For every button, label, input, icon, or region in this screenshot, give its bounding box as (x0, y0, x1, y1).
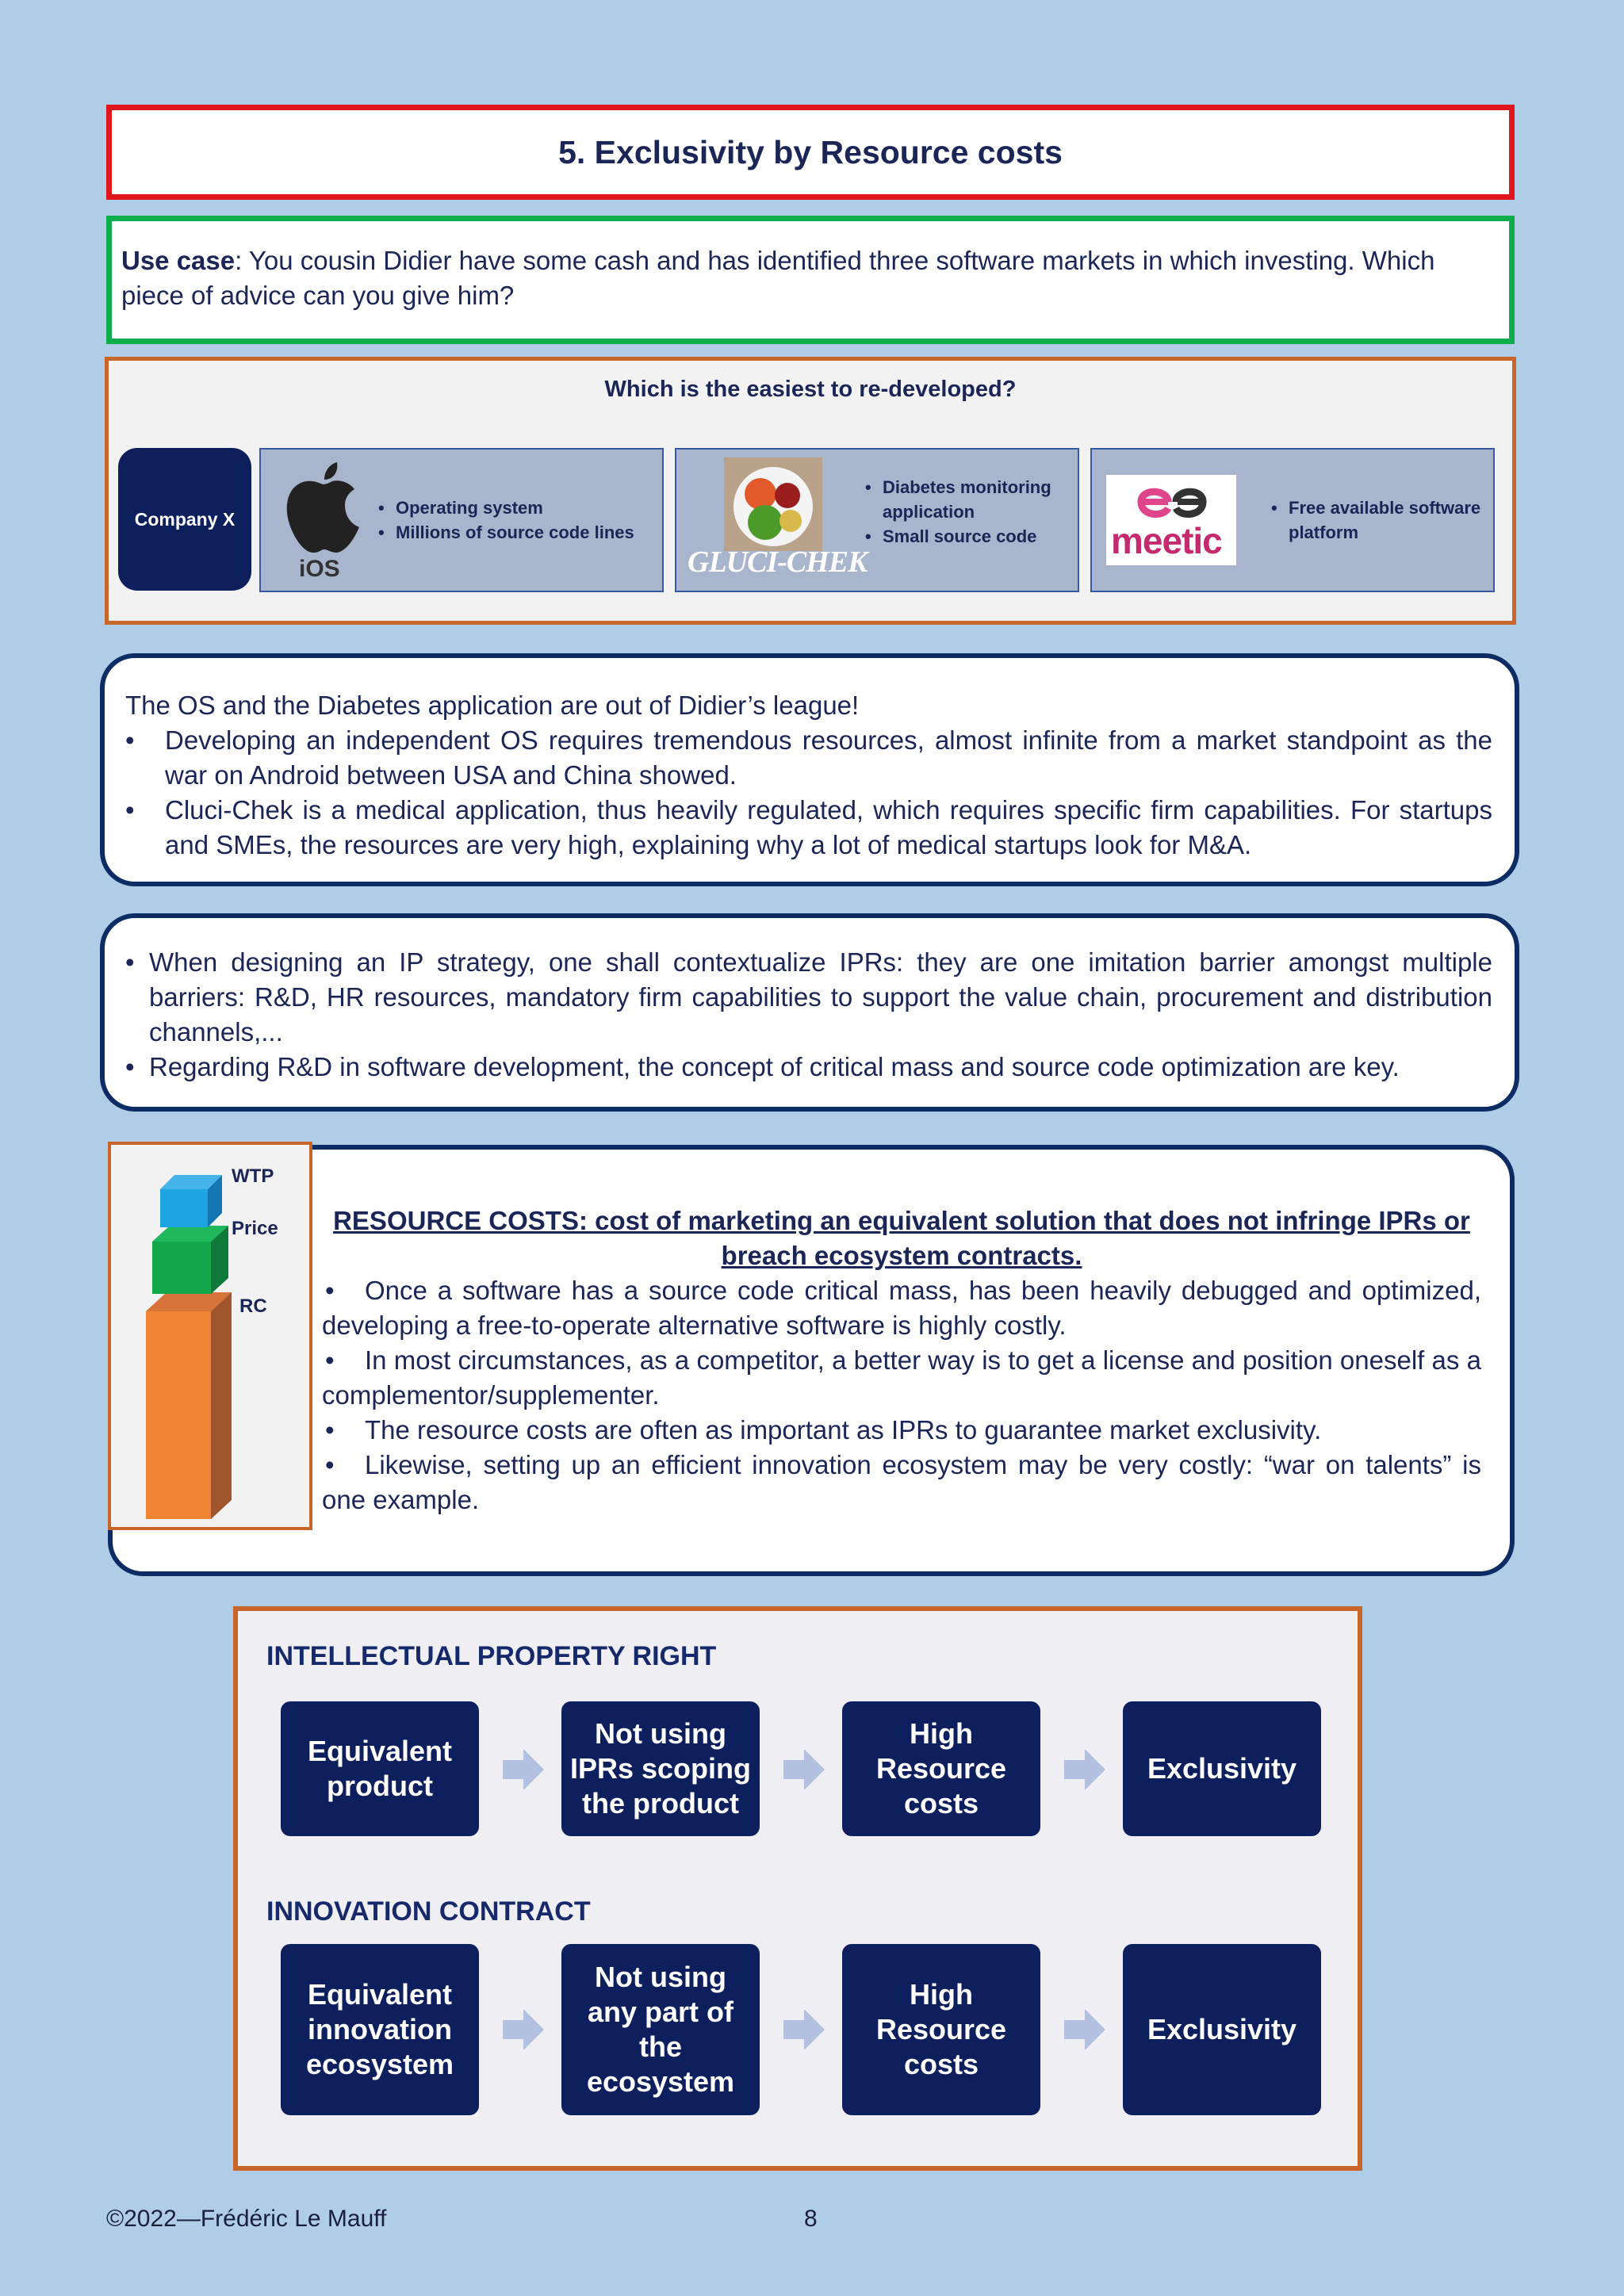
meetic-mark-icon (1136, 480, 1208, 524)
flow-step: Not using IPRs scoping the product (561, 1701, 760, 1836)
league-bullets (125, 723, 1492, 863)
page-title: 5. Exclusivity by Resource costs (558, 133, 1063, 170)
ip-strategy-bullet: • When designing an IP strategy, one shall contextualize IPRs: they are one imitation barrier amongst multiple barriers: R&D, HR resources, mandatory firm capabilities to support the value chain, procurement and distribution channels,... (125, 945, 1492, 1050)
resource-costs-bullet: • Once a software has a source code critical mass, has been heavily debugged and optimized, developing a free-to-operate alternative software is highly costly. (322, 1276, 1481, 1340)
use-case-text: : You cousin Didier have some cash and has identified three software markets in which investing. Which piece of advice can you give him? (121, 246, 1435, 310)
league-bullet: • Cluci-Chek is a medical application, thus heavily regulated, which requires specific firm capabilities. For startups and SMEs, the resources are very high, explaining why a lot of medical startups look for M&A. (125, 793, 1492, 863)
cost-stack-figure (108, 1142, 312, 1530)
resource-costs-bullet: • Likewise, setting up an efficient innovation ecosystem may be very costly: “war on talents” is one example. (322, 1450, 1481, 1514)
market-card-ios (259, 448, 664, 592)
resource-costs-bullet-text: Once a software has a source code critical mass, has been heavily debugged and optimized, developing a free-to-operate alternative software is highly costly. (322, 1276, 1481, 1340)
resource-costs-bullet-text: Likewise, setting up an efficient innovation ecosystem may be very costly: “war on talents” is one example. (322, 1450, 1481, 1514)
footer-copyright: ©2022—Frédéric Le Mauff (106, 2206, 387, 2232)
league-bullet: • Developing an independent OS requires tremendous resources, almost infinite from a market standpoint as the war on Android between USA and China showed. (125, 723, 1492, 793)
page-number: 8 (804, 2206, 818, 2232)
gluci-chek-bullet: • Diabetes monitoring application (883, 475, 1089, 524)
ios-bullets (375, 496, 634, 545)
market-card-gluci-chek (675, 448, 1079, 592)
stack-label-rc: RC (239, 1295, 267, 1317)
arrow-right-icon (501, 2007, 546, 2052)
arrow-right-icon (1063, 1747, 1107, 1792)
stack-label-wtp: WTP (232, 1165, 274, 1187)
resource-costs-bullet: • In most circumstances, as a competitor, a better way is to get a license and position oneself as a complementor/supplementer. (322, 1345, 1481, 1410)
salad-plate-icon (724, 457, 822, 551)
flow-step: Equivalent product (281, 1701, 479, 1836)
easiest-box (105, 357, 1516, 625)
meetic-bullet: • Free available software platform (1289, 496, 1503, 545)
flow-step: High Resource costs (842, 1701, 1040, 1836)
league-intro: The OS and the Diabetes application are out of Didier’s league! (125, 691, 860, 720)
flow-step: Not using any part of the ecosystem (561, 1944, 760, 2115)
ip-strategy-box (100, 913, 1519, 1112)
easiest-heading: Which is the easiest to re-developed? (604, 377, 1017, 402)
resource-costs-bullet: • The resource costs are often as important as IPRs to guarantee market exclusivity. (325, 1415, 1322, 1445)
resource-costs-bullet-text: The resource costs are often as important as IPRs to guarantee market exclusivity. (365, 1415, 1322, 1445)
flow-step: High Resource costs (842, 1944, 1040, 2115)
resource-costs-heading: RESOURCE COSTS: cost of marketing an equivalent solution that does not infringe IPRs or breach ecosystem contracts. (333, 1206, 1470, 1270)
gluci-chek-bullet: • Small source code (883, 524, 1089, 549)
meetic-logo-text: meetic (1111, 520, 1222, 561)
ios-bullet: • Operating system (396, 496, 634, 520)
flow-step: Exclusivity (1123, 1701, 1321, 1836)
cost-stack-bars (111, 1145, 309, 1527)
ios-logo-text: iOS (299, 556, 340, 582)
use-case-box (106, 216, 1515, 344)
company-x-badge: Company X (118, 448, 251, 591)
league-box (100, 653, 1519, 886)
ios-bullet: • Millions of source code lines (396, 520, 634, 545)
arrow-right-icon (1063, 2007, 1107, 2052)
title-box (106, 105, 1515, 200)
gluci-chek-bullets (862, 475, 1089, 549)
meetic-logo (1106, 475, 1236, 565)
flow-title-innovation: INNOVATION CONTRACT (266, 1896, 591, 1927)
gluci-chek-logo-text: GLUCI-CHEK (688, 545, 868, 579)
apple-logo-icon (282, 457, 364, 556)
ip-strategy-bullet: • Regarding R&D in software development, the concept of critical mass and source code optimization are key. (125, 1050, 1492, 1085)
stack-label-price: Price (232, 1218, 278, 1239)
resource-costs-box (108, 1145, 1515, 1576)
arrow-right-icon (782, 2007, 826, 2052)
resource-costs-bullet-text: In most circumstances, as a competitor, a better way is to get a license and position oneself as a complementor/supplementer. (322, 1345, 1481, 1410)
flow-step: Equivalent innovation ecosystem (281, 1944, 479, 2115)
use-case-label: Use case (121, 246, 236, 275)
arrow-right-icon (501, 1747, 546, 1792)
meetic-bullets (1268, 496, 1503, 545)
ip-strategy-bullets (125, 945, 1492, 1085)
market-card-meetic (1090, 448, 1495, 592)
exclusivity-flow-box (233, 1606, 1362, 2171)
flow-step: Exclusivity (1123, 1944, 1321, 2115)
flow-title-ipr: INTELLECTUAL PROPERTY RIGHT (266, 1641, 717, 1671)
arrow-right-icon (782, 1747, 826, 1792)
